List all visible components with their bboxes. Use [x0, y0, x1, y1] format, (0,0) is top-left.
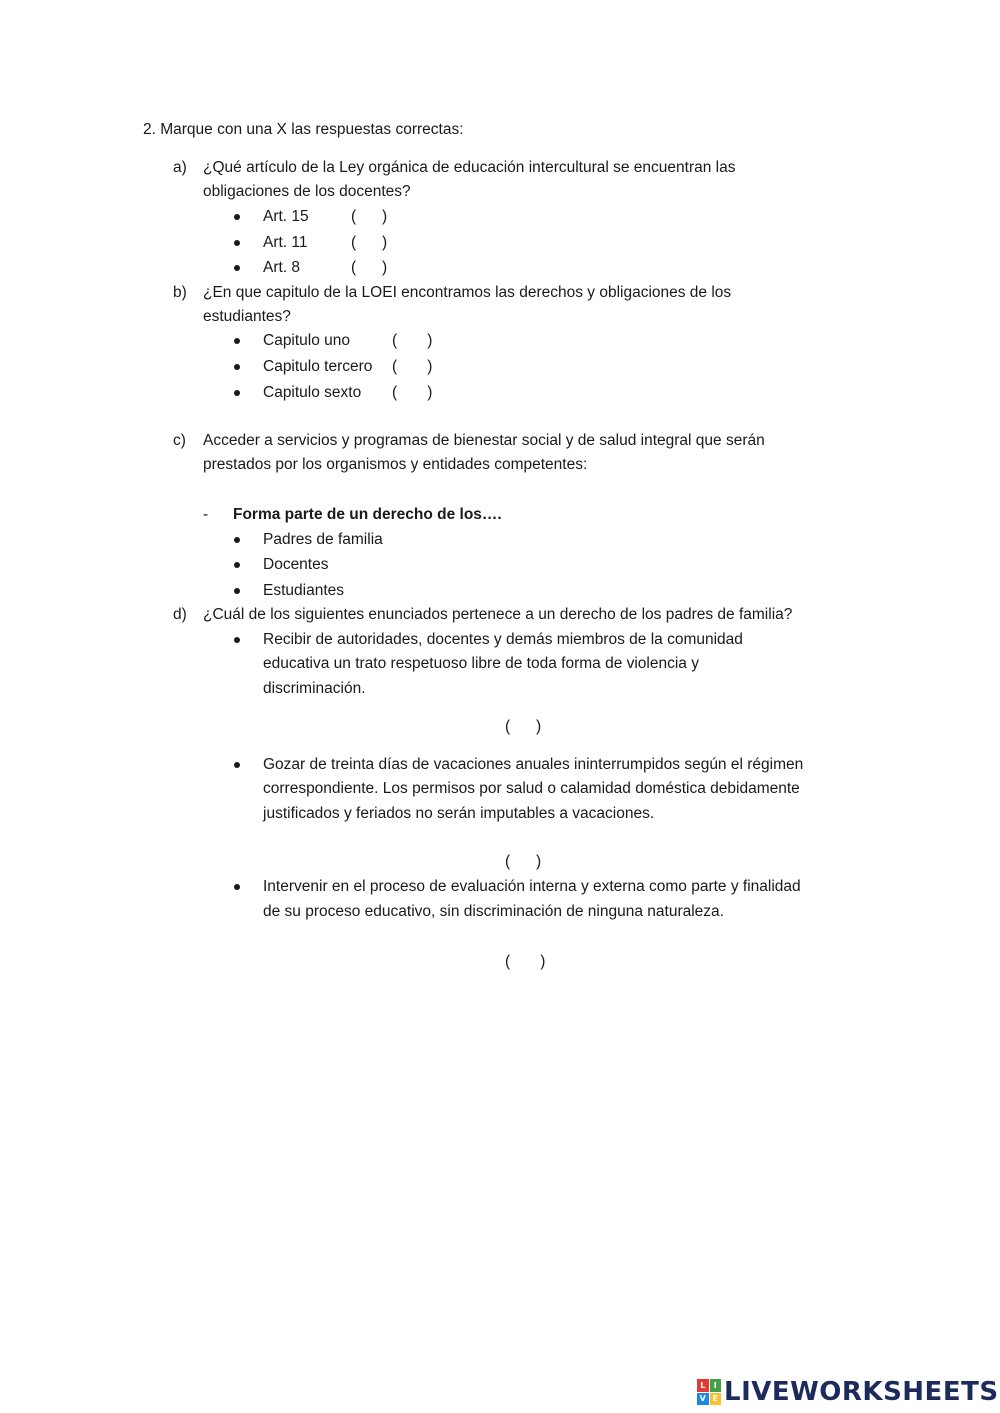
bullet-icon: [234, 214, 240, 220]
option-a2-label: Art. 11: [263, 234, 308, 251]
option-d2-line3: justificados y feriados no serán imputables a vacaciones.: [263, 805, 655, 822]
option-c1-label[interactable]: Padres de familia: [263, 531, 383, 548]
answer-box-a3[interactable]: ( ): [351, 259, 388, 276]
answer-box-d2[interactable]: ( ): [505, 853, 542, 870]
option-d3-line1: Intervenir en el proceso de evaluación interna y externa como parte y finalidad: [263, 878, 801, 895]
question-b-marker: b): [173, 284, 187, 301]
answer-box-b2[interactable]: ( ): [392, 358, 433, 375]
option-a3-label: Art. 8: [263, 259, 301, 276]
logo-text: LIVEWORKSHEETS: [724, 1377, 999, 1407]
option-c2-label[interactable]: Docentes: [263, 556, 329, 573]
option-d3-line2: de su proceso educativo, sin discriminación de ninguna naturaleza.: [263, 903, 724, 920]
answer-box-d1[interactable]: ( ): [505, 718, 542, 735]
bullet-icon: [234, 364, 240, 370]
bullet-icon: [234, 588, 240, 594]
option-b2-label: Capitulo tercero: [263, 358, 373, 375]
option-d2-line1: Gozar de treinta días de vacaciones anuales ininterrumpidos según el régimen: [263, 756, 804, 773]
answer-box-a2[interactable]: ( ): [351, 234, 388, 251]
bullet-icon: [234, 240, 240, 246]
answer-box-b3[interactable]: ( ): [392, 384, 433, 401]
dash-marker: -: [203, 506, 209, 523]
question-c-text-line1: Acceder a servicios y programas de bienestar social y de salud integral que serán: [203, 432, 765, 449]
question-a-text-line1: ¿Qué artículo de la Ley orgánica de educación intercultural se encuentran las: [203, 159, 736, 176]
question-b-text-line1: ¿En que capitulo de la LOEI encontramos las derechos y obligaciones de los: [203, 284, 732, 301]
option-d1-line3: discriminación.: [263, 680, 366, 697]
answer-box-a1[interactable]: ( ): [351, 208, 388, 225]
question-d-text: ¿Cuál de los siguientes enunciados pertenece a un derecho de los padres de familia?: [203, 606, 793, 623]
liveworksheets-logo: [697, 1376, 999, 1408]
answer-box-d3[interactable]: ( ): [505, 953, 546, 970]
exercise-heading: 2. Marque con una X las respuestas correctas:: [143, 121, 464, 138]
bullet-icon: [234, 265, 240, 271]
question-d-marker: d): [173, 606, 187, 623]
logo-badge-icon: L I V E: [697, 1379, 721, 1405]
option-b3-label: Capitulo sexto: [263, 384, 362, 401]
option-b1-label: Capitulo uno: [263, 332, 351, 349]
option-d1-line2: educativa un trato respetuoso libre de toda forma de violencia y: [263, 655, 699, 672]
bullet-icon: [234, 537, 240, 543]
option-d2-line2: correspondiente. Los permisos por salud o calamidad doméstica debidamente: [263, 780, 800, 797]
question-c-text-line2: prestados por los organismos y entidades competentes:: [203, 456, 588, 473]
option-c3-label[interactable]: Estudiantes: [263, 582, 344, 599]
answer-box-b1[interactable]: ( ): [392, 332, 433, 349]
question-a-marker: a): [173, 159, 187, 176]
bullet-icon: [234, 562, 240, 568]
option-d1-line1: Recibir de autoridades, docentes y demás miembros de la comunidad: [263, 631, 743, 648]
question-b-text-line2: estudiantes?: [203, 308, 291, 325]
bullet-icon: [234, 390, 240, 396]
question-a-text-line2: obligaciones de los docentes?: [203, 183, 411, 200]
bullet-icon: [234, 637, 240, 643]
bullet-icon: [234, 338, 240, 344]
option-a1-label: Art. 15: [263, 208, 309, 225]
bullet-icon: [234, 884, 240, 890]
bullet-icon: [234, 762, 240, 768]
question-c-prompt: Forma parte de un derecho de los….: [233, 506, 502, 523]
question-c-marker: c): [173, 432, 186, 449]
